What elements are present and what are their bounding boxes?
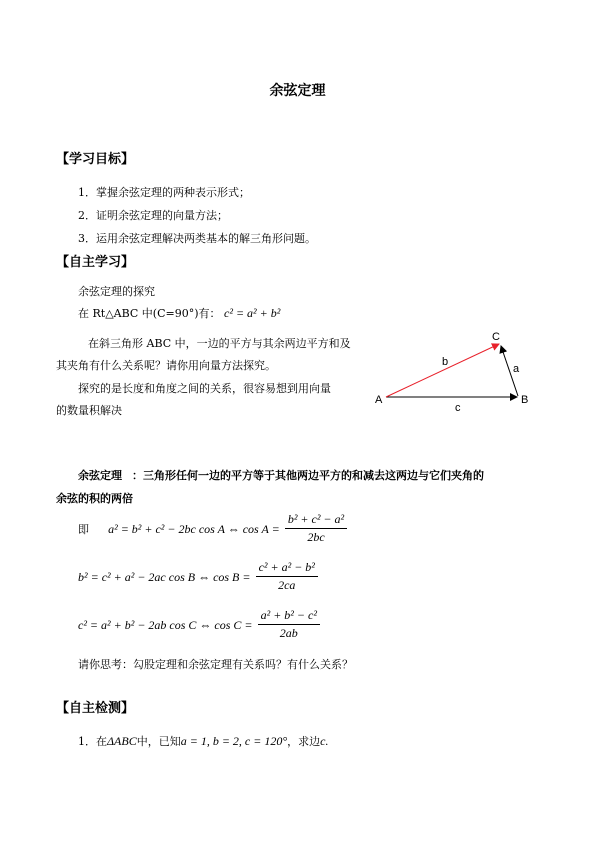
goal-item-3: 3．运用余弦定理解决两类基本的解三角形问题。	[78, 232, 316, 245]
formula-b-fraction	[256, 560, 318, 593]
goal-item-1: 1．掌握余弦定理的两种表示形式；	[78, 186, 250, 199]
theorem-label: 余弦定理	[78, 469, 122, 482]
problem-suffix: ，求边	[287, 735, 321, 748]
formula-a-denominator: 2bc	[307, 530, 325, 544]
explore-title: 余弦定理的探究	[78, 285, 155, 298]
paragraph-2-line-2: 的数量积解决	[56, 404, 122, 417]
vertex-label-b: B	[521, 394, 529, 406]
side-label-c: c	[455, 402, 461, 414]
page-title: 余弦定理	[269, 83, 326, 99]
formula-lead: 即	[78, 523, 89, 536]
formula-cos-c	[78, 608, 320, 641]
pythagorean-formula: c² = a² + b²	[224, 306, 281, 320]
paragraph-1-line-1: 在斜三角形 ABC 中，一边的平方与其余两边平方和及	[88, 337, 351, 350]
theorem-statement-line-1	[78, 467, 484, 483]
problem-triangle: ΔABC	[107, 734, 137, 748]
formula-cos-a	[78, 512, 347, 545]
formula-a-fraction	[285, 512, 347, 545]
theorem-statement-text: ：三角形任何一边的平方等于其他两边平方的和减去这两边与它们夹角的	[132, 469, 484, 482]
goal-item-2: 2．证明余弦定理的向量方法；	[78, 209, 228, 222]
formula-c-denominator: 2ab	[279, 626, 298, 640]
vector-ac	[386, 344, 499, 397]
formula-b-numerator: c² + a² − b²	[256, 560, 318, 577]
formula-b-left: b² = c² + a² − 2ac cos B ⇔ cos B =	[78, 570, 251, 584]
problem-mid: 中，已知	[136, 735, 181, 748]
section-heading-self-check: 【自主检测】	[56, 701, 135, 716]
triangle-vector-diagram	[370, 326, 540, 416]
problem-given: a = 1, b = 2, c = 120°	[180, 734, 288, 748]
theorem-statement-line-2: 余弦的积的两倍	[56, 492, 133, 505]
formula-c-fraction	[258, 608, 320, 641]
side-label-a: a	[513, 363, 520, 375]
paragraph-1-line-2: 其夹角有什么关系呢？请你用向量方法探究。	[56, 359, 276, 372]
section-heading-learning-goals: 【学习目标】	[56, 152, 135, 167]
formula-c-numerator: a² + b² − c²	[258, 608, 320, 625]
problem-1	[78, 733, 328, 749]
problem-target: c.	[320, 734, 329, 748]
formula-c-left: c² = a² + b² − 2ab cos C ⇔ cos C =	[78, 618, 253, 632]
paragraph-2-line-1: 探究的是长度和角度之间的关系，很容易想到用向量	[78, 382, 331, 395]
vertex-label-a: A	[375, 394, 383, 406]
side-label-b: b	[442, 356, 449, 368]
formula-b-denominator: 2ca	[278, 578, 296, 592]
formula-cos-b	[78, 560, 318, 593]
problem-prefix: 1．在	[78, 735, 107, 748]
section-heading-self-study: 【自主学习】	[56, 255, 135, 270]
right-triangle-prefix: 在 Rt△ABC 中(C=90°)有：	[78, 307, 221, 320]
formula-a-numerator: b² + c² − a²	[285, 512, 347, 529]
vertex-label-c: C	[492, 331, 500, 343]
right-triangle-statement	[78, 305, 280, 321]
think-question: 请你思考：勾股定理和余弦定理有关系吗？有什么关系？	[78, 658, 353, 671]
formula-a-left: a² = b² + c² − 2bc cos A ⇔ cos A =	[108, 522, 280, 536]
